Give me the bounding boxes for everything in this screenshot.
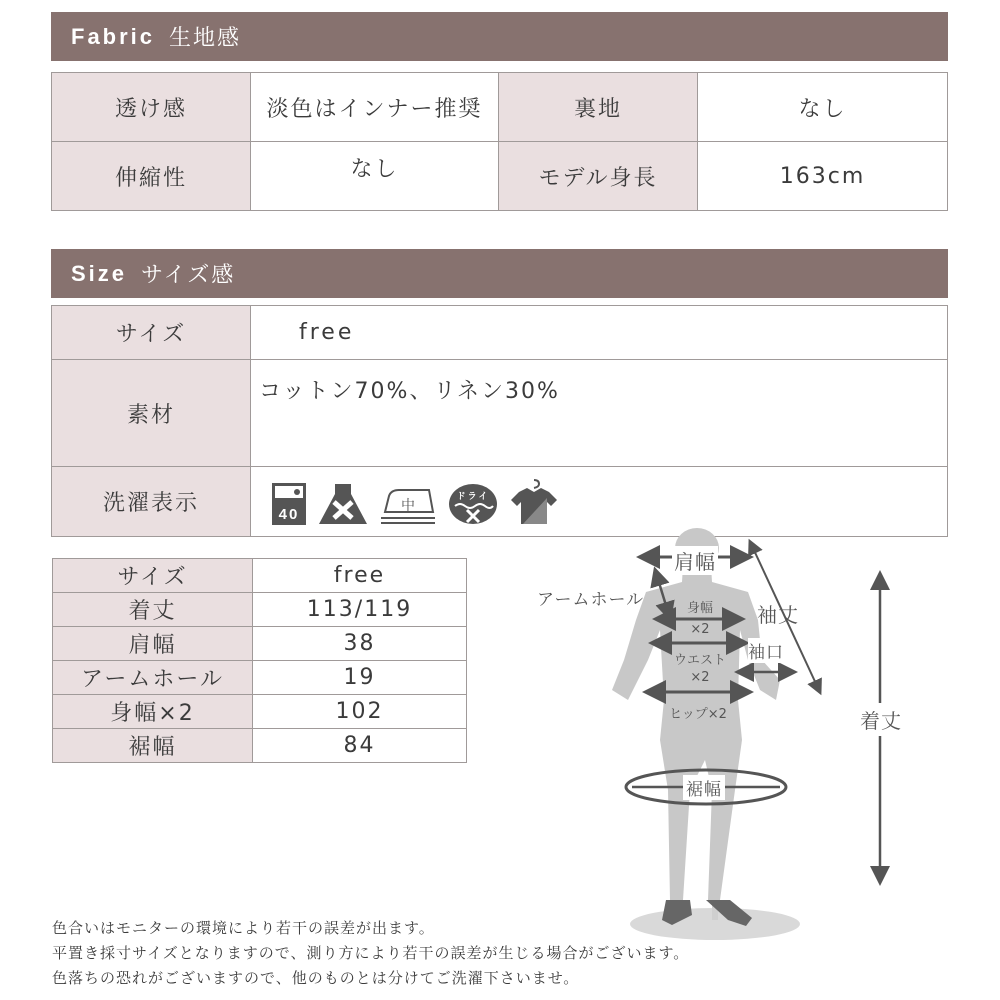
measure-value: 84 (253, 729, 467, 763)
note-line: 平置き採寸サイズとなりますので、測り方により若干の誤差が生じる場合がございます。 (52, 944, 690, 962)
sleeve-opening-label: 袖口 (748, 638, 784, 663)
size-value: free (251, 306, 948, 360)
measure-label: 身幅×2 (53, 695, 253, 729)
measure-value: 19 (253, 661, 467, 695)
fabric-value-stretch: なし (251, 142, 499, 211)
material-label: 素材 (52, 360, 251, 467)
measure-label: アームホール (53, 661, 253, 695)
fabric-header-en: Fabric (71, 23, 156, 49)
fabric-label-sheerness: 透け感 (52, 73, 251, 142)
fabric-value-model-height: 163cm (698, 142, 948, 211)
measure-label: サイズ (53, 559, 253, 593)
sleeve-length-label: 袖丈 (757, 603, 799, 627)
waist-label-line2: ×2 (690, 670, 710, 685)
hem-label: 裾幅 (683, 775, 725, 800)
note-line: 色合いはモニターの環境により若干の誤差が出ます。 (52, 919, 435, 937)
fabric-label-lining: 裏地 (499, 73, 698, 142)
fabric-value-lining: なし (698, 73, 948, 142)
note-line: 色落ちの恐れがございますので、他のものとは分けてご洗濯下さいませ。 (52, 969, 580, 987)
size-label: サイズ (52, 306, 251, 360)
dry-text: ドライ (456, 491, 490, 502)
size-header-ja: サイズ感 (141, 263, 236, 288)
fabric-header-ja: 生地感 (169, 26, 242, 51)
hip-label: ヒップ×2 (669, 707, 727, 722)
measure-value: 102 (253, 695, 467, 729)
measure-value: 38 (253, 627, 467, 661)
fabric-value-sheerness: 淡色はインナー推奨 (251, 73, 499, 142)
armhole-label: アームホール (537, 590, 645, 610)
waist-label (662, 652, 738, 686)
measure-value: free (253, 559, 467, 593)
notes (52, 916, 689, 991)
iron-temp-text: 中 (401, 497, 417, 514)
body-width-label (680, 600, 720, 638)
measure-label: 肩幅 (53, 627, 253, 661)
measure-label: 裾幅 (53, 729, 253, 763)
size-header-en: Size (71, 260, 128, 286)
wash-label: 洗濯表示 (52, 467, 251, 537)
measure-label: 着丈 (53, 593, 253, 627)
shoulder-label: 肩幅 (672, 546, 718, 575)
length-label: 着丈 (860, 703, 902, 736)
measure-value: 113/119 (253, 593, 467, 627)
waist-label-line1: ウエスト (673, 653, 726, 668)
body-width-label-line2: ×2 (690, 622, 710, 637)
material-value: コットン70%、リネン30% (251, 360, 948, 467)
fabric-label-stretch: 伸縮性 (52, 142, 251, 211)
wash-temp-text: 40 (278, 505, 300, 523)
body-width-label-line1: 身幅 (686, 601, 713, 616)
fabric-label-model-height: モデル身長 (499, 142, 698, 211)
